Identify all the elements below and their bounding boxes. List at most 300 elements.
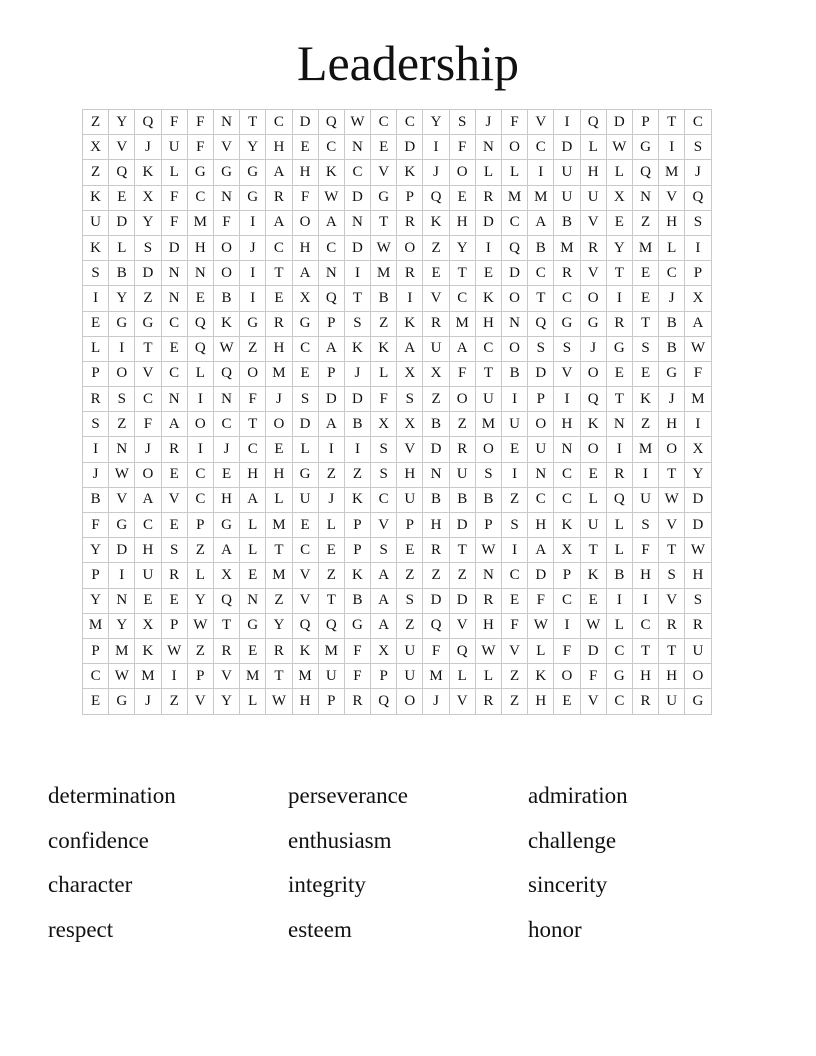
grid-cell: A xyxy=(318,336,344,361)
grid-cell: A xyxy=(318,412,344,437)
grid-cell: G xyxy=(554,311,580,336)
grid-cell: N xyxy=(161,286,187,311)
grid-row xyxy=(83,110,712,135)
grid-cell: Q xyxy=(187,311,213,336)
grid-cell: J xyxy=(344,361,370,386)
grid-cell: G xyxy=(685,689,711,714)
grid-cell: Q xyxy=(685,185,711,210)
grid-cell: O xyxy=(397,689,423,714)
grid-cell: P xyxy=(528,387,554,412)
grid-cell: R xyxy=(213,638,239,663)
grid-cell: G xyxy=(109,311,135,336)
grid-cell: X xyxy=(371,412,397,437)
grid-cell: K xyxy=(344,563,370,588)
grid-cell: B xyxy=(83,487,109,512)
grid-cell: W xyxy=(344,110,370,135)
grid-cell: N xyxy=(187,261,213,286)
grid-cell: J xyxy=(318,487,344,512)
grid-cell: X xyxy=(423,361,449,386)
grid-cell: N xyxy=(240,588,266,613)
word-list-item: challenge xyxy=(528,827,617,853)
grid-cell: O xyxy=(187,412,213,437)
grid-cell: G xyxy=(109,689,135,714)
grid-cell: Q xyxy=(528,311,554,336)
grid-cell: P xyxy=(187,664,213,689)
grid-cell: T xyxy=(606,261,632,286)
grid-cell: T xyxy=(606,387,632,412)
grid-cell: D xyxy=(502,261,528,286)
grid-cell: Q xyxy=(423,613,449,638)
grid-cell: J xyxy=(83,462,109,487)
grid-cell: L xyxy=(292,437,318,462)
grid-cell: L xyxy=(528,638,554,663)
grid-cell: E xyxy=(292,135,318,160)
grid-cell: V xyxy=(187,689,213,714)
grid-cell: N xyxy=(475,135,501,160)
grid-cell: C xyxy=(187,462,213,487)
grid-cell: S xyxy=(475,462,501,487)
grid-cell: P xyxy=(187,513,213,538)
grid-cell: C xyxy=(528,135,554,160)
grid-cell: C xyxy=(187,185,213,210)
grid-cell: Q xyxy=(502,235,528,260)
grid-cell: G xyxy=(240,185,266,210)
grid-cell: Z xyxy=(397,563,423,588)
grid-row xyxy=(83,336,712,361)
grid-cell: D xyxy=(109,210,135,235)
grid-cell: U xyxy=(632,487,658,512)
grid-cell: R xyxy=(554,261,580,286)
grid-cell: X xyxy=(292,286,318,311)
grid-cell: A xyxy=(528,538,554,563)
grid-cell: V xyxy=(423,286,449,311)
grid-cell: I xyxy=(502,387,528,412)
grid-cell: L xyxy=(606,613,632,638)
grid-cell: U xyxy=(423,336,449,361)
grid-cell: Q xyxy=(580,110,606,135)
grid-cell: S xyxy=(502,513,528,538)
grid-cell: Z xyxy=(187,638,213,663)
grid-cell: E xyxy=(318,538,344,563)
grid-cell: O xyxy=(580,437,606,462)
grid-cell: A xyxy=(685,311,711,336)
grid-cell: Z xyxy=(632,210,658,235)
grid-cell: F xyxy=(83,513,109,538)
grid-cell: L xyxy=(475,664,501,689)
grid-cell: L xyxy=(371,361,397,386)
grid-cell: C xyxy=(83,664,109,689)
grid-cell: R xyxy=(266,185,292,210)
grid-cell: K xyxy=(580,412,606,437)
grid-cell: L xyxy=(240,513,266,538)
grid-cell: E xyxy=(632,361,658,386)
grid-row xyxy=(83,286,712,311)
grid-row xyxy=(83,588,712,613)
grid-cell: X xyxy=(397,412,423,437)
grid-cell: E xyxy=(240,563,266,588)
grid-cell: C xyxy=(449,286,475,311)
grid-cell: K xyxy=(423,210,449,235)
grid-cell: Y xyxy=(213,689,239,714)
grid-cell: A xyxy=(240,487,266,512)
grid-row xyxy=(83,361,712,386)
grid-cell: E xyxy=(135,588,161,613)
grid-cell: Y xyxy=(135,210,161,235)
grid-cell: R xyxy=(344,689,370,714)
grid-cell: C xyxy=(292,538,318,563)
grid-row xyxy=(83,437,712,462)
grid-cell: S xyxy=(659,563,685,588)
grid-cell: U xyxy=(502,412,528,437)
grid-cell: L xyxy=(266,487,292,512)
grid-cell: I xyxy=(161,664,187,689)
grid-cell: Z xyxy=(344,462,370,487)
grid-cell: P xyxy=(83,361,109,386)
grid-cell: V xyxy=(502,638,528,663)
grid-cell: C xyxy=(632,613,658,638)
grid-cell: F xyxy=(240,387,266,412)
grid-cell: H xyxy=(266,462,292,487)
grid-cell: Z xyxy=(318,462,344,487)
grid-cell: U xyxy=(397,487,423,512)
grid-cell: T xyxy=(266,261,292,286)
grid-cell: F xyxy=(423,638,449,663)
grid-cell: X xyxy=(554,538,580,563)
grid-cell: L xyxy=(240,538,266,563)
grid-cell: L xyxy=(187,361,213,386)
grid-cell: L xyxy=(161,160,187,185)
grid-cell: N xyxy=(161,261,187,286)
grid-row xyxy=(83,538,712,563)
word-list-item: confidence xyxy=(48,827,149,853)
grid-cell: D xyxy=(344,235,370,260)
grid-cell: D xyxy=(292,110,318,135)
grid-cell: U xyxy=(161,135,187,160)
grid-cell: E xyxy=(240,638,266,663)
grid-cell: Q xyxy=(371,689,397,714)
grid-cell: R xyxy=(161,437,187,462)
grid-cell: T xyxy=(449,538,475,563)
grid-cell: E xyxy=(109,185,135,210)
grid-cell: H xyxy=(135,538,161,563)
grid-cell: H xyxy=(632,563,658,588)
grid-cell: F xyxy=(554,638,580,663)
grid-cell: G xyxy=(240,613,266,638)
grid-cell: X xyxy=(83,135,109,160)
grid-row xyxy=(83,185,712,210)
grid-cell: H xyxy=(187,235,213,260)
grid-cell: E xyxy=(213,462,239,487)
grid-cell: Z xyxy=(240,336,266,361)
grid-cell: P xyxy=(397,513,423,538)
grid-cell: S xyxy=(685,135,711,160)
grid-cell: O xyxy=(554,664,580,689)
grid-cell: A xyxy=(318,210,344,235)
grid-cell: U xyxy=(83,210,109,235)
grid-cell: F xyxy=(502,613,528,638)
grid-cell: C xyxy=(554,462,580,487)
grid-cell: D xyxy=(528,361,554,386)
grid-cell: Z xyxy=(502,689,528,714)
grid-cell: V xyxy=(528,110,554,135)
grid-row xyxy=(83,311,712,336)
grid-cell: O xyxy=(240,361,266,386)
grid-cell: J xyxy=(135,437,161,462)
grid-cell: E xyxy=(161,462,187,487)
grid-cell: Y xyxy=(83,538,109,563)
grid-cell: B xyxy=(659,336,685,361)
grid-cell: S xyxy=(632,513,658,538)
grid-cell: K xyxy=(528,664,554,689)
grid-cell: B xyxy=(213,286,239,311)
grid-cell: W xyxy=(475,638,501,663)
grid-cell: L xyxy=(475,160,501,185)
grid-cell: R xyxy=(449,437,475,462)
grid-cell: Y xyxy=(606,235,632,260)
grid-row xyxy=(83,135,712,160)
grid-cell: S xyxy=(685,210,711,235)
grid-cell: C xyxy=(161,311,187,336)
grid-cell: T xyxy=(632,638,658,663)
grid-cell: D xyxy=(161,235,187,260)
grid-cell: I xyxy=(397,286,423,311)
grid-cell: W xyxy=(187,613,213,638)
grid-cell: C xyxy=(397,110,423,135)
grid-cell: T xyxy=(449,261,475,286)
grid-cell: I xyxy=(240,210,266,235)
grid-cell: G xyxy=(292,311,318,336)
grid-cell: Y xyxy=(423,110,449,135)
grid-cell: U xyxy=(528,437,554,462)
grid-cell: C xyxy=(266,110,292,135)
grid-cell: Q xyxy=(318,286,344,311)
grid-cell: V xyxy=(449,613,475,638)
grid-cell: J xyxy=(580,336,606,361)
grid-cell: O xyxy=(659,437,685,462)
grid-cell: K xyxy=(135,160,161,185)
grid-cell: N xyxy=(502,311,528,336)
grid-cell: O xyxy=(502,286,528,311)
grid-cell: E xyxy=(266,437,292,462)
grid-cell: R xyxy=(266,311,292,336)
grid-cell: M xyxy=(449,311,475,336)
grid-cell: G xyxy=(292,462,318,487)
grid-cell: C xyxy=(606,689,632,714)
grid-row xyxy=(83,638,712,663)
grid-cell: B xyxy=(371,286,397,311)
grid-cell: D xyxy=(109,538,135,563)
grid-cell: C xyxy=(161,361,187,386)
grid-row xyxy=(83,689,712,714)
grid-row xyxy=(83,235,712,260)
word-list-item: character xyxy=(48,872,133,897)
grid-cell: Y xyxy=(187,588,213,613)
grid-cell: Z xyxy=(135,286,161,311)
grid-cell: V xyxy=(659,185,685,210)
grid-cell: E xyxy=(187,286,213,311)
grid-cell: G xyxy=(187,160,213,185)
grid-cell: H xyxy=(397,462,423,487)
grid-cell: G xyxy=(632,135,658,160)
grid-cell: O xyxy=(397,235,423,260)
grid-cell: Q xyxy=(109,160,135,185)
grid-cell: C xyxy=(318,135,344,160)
grid-cell: D xyxy=(475,210,501,235)
grid-cell: M xyxy=(266,513,292,538)
grid-cell: J xyxy=(423,160,449,185)
grid-cell: N xyxy=(213,387,239,412)
grid-cell: P xyxy=(371,664,397,689)
grid-cell: I xyxy=(606,588,632,613)
grid-cell: S xyxy=(292,387,318,412)
grid-cell: C xyxy=(187,487,213,512)
grid-cell: E xyxy=(83,689,109,714)
grid-cell: L xyxy=(580,487,606,512)
grid-cell: D xyxy=(685,487,711,512)
grid-cell: W xyxy=(659,487,685,512)
grid-cell: I xyxy=(475,235,501,260)
grid-cell: P xyxy=(161,613,187,638)
grid-cell: A xyxy=(449,336,475,361)
grid-cell: V xyxy=(580,689,606,714)
grid-cell: M xyxy=(318,638,344,663)
grid-cell: B xyxy=(344,412,370,437)
grid-cell: T xyxy=(240,412,266,437)
grid-cell: G xyxy=(213,513,239,538)
grid-cell: R xyxy=(475,588,501,613)
grid-cell: M xyxy=(659,160,685,185)
grid-cell: J xyxy=(240,235,266,260)
grid-cell: I xyxy=(109,336,135,361)
grid-cell: F xyxy=(632,538,658,563)
grid-cell: W xyxy=(109,664,135,689)
grid-cell: M xyxy=(685,387,711,412)
grid-cell: L xyxy=(502,160,528,185)
grid-cell: S xyxy=(554,336,580,361)
grid-cell: P xyxy=(554,563,580,588)
grid-cell: I xyxy=(344,261,370,286)
grid-cell: K xyxy=(83,235,109,260)
grid-cell: H xyxy=(213,487,239,512)
grid-cell: Z xyxy=(266,588,292,613)
grid-cell: B xyxy=(502,361,528,386)
grid-cell: O xyxy=(449,160,475,185)
grid-cell: N xyxy=(109,588,135,613)
grid-cell: U xyxy=(554,185,580,210)
grid-cell: N xyxy=(109,437,135,462)
grid-cell: Q xyxy=(318,613,344,638)
grid-cell: T xyxy=(659,462,685,487)
grid-cell: X xyxy=(606,185,632,210)
grid-cell: D xyxy=(344,387,370,412)
grid-cell: M xyxy=(266,361,292,386)
grid-cell: M xyxy=(109,638,135,663)
grid-cell: D xyxy=(423,437,449,462)
grid-cell: Q xyxy=(632,160,658,185)
grid-cell: C xyxy=(528,487,554,512)
grid-cell: Z xyxy=(161,689,187,714)
grid-cell: E xyxy=(475,261,501,286)
grid-cell: R xyxy=(266,638,292,663)
grid-cell: U xyxy=(659,689,685,714)
grid-cell: L xyxy=(240,689,266,714)
grid-cell: D xyxy=(554,135,580,160)
grid-cell: Q xyxy=(187,336,213,361)
grid-cell: F xyxy=(449,135,475,160)
grid-cell: J xyxy=(659,286,685,311)
grid-cell: Q xyxy=(292,613,318,638)
grid-cell: B xyxy=(554,210,580,235)
grid-cell: D xyxy=(423,588,449,613)
grid-cell: I xyxy=(187,387,213,412)
grid-cell: H xyxy=(266,135,292,160)
grid-cell: I xyxy=(554,110,580,135)
grid-cell: T xyxy=(580,538,606,563)
grid-cell: V xyxy=(659,513,685,538)
grid-cell: N xyxy=(318,261,344,286)
grid-cell: M xyxy=(83,613,109,638)
grid-cell: N xyxy=(213,110,239,135)
grid-cell: S xyxy=(161,538,187,563)
grid-cell: O xyxy=(685,664,711,689)
grid-cell: R xyxy=(83,387,109,412)
grid-cell: S xyxy=(135,235,161,260)
grid-cell: C xyxy=(371,487,397,512)
grid-cell: P xyxy=(685,261,711,286)
grid-cell: U xyxy=(580,513,606,538)
grid-cell: W xyxy=(371,235,397,260)
grid-cell: G xyxy=(240,311,266,336)
word-list xyxy=(48,780,768,958)
grid-cell: E xyxy=(161,513,187,538)
grid-cell: T xyxy=(266,538,292,563)
grid-cell: D xyxy=(580,638,606,663)
grid-cell: R xyxy=(397,210,423,235)
grid-cell: J xyxy=(685,160,711,185)
grid-cell: J xyxy=(423,689,449,714)
grid-cell: V xyxy=(371,160,397,185)
grid-cell: F xyxy=(344,638,370,663)
grid-cell: I xyxy=(187,437,213,462)
grid-cell: U xyxy=(580,185,606,210)
grid-cell: V xyxy=(213,664,239,689)
grid-cell: K xyxy=(135,638,161,663)
grid-cell: E xyxy=(554,689,580,714)
grid-cell: K xyxy=(213,311,239,336)
grid-cell: M xyxy=(554,235,580,260)
grid-cell: A xyxy=(161,412,187,437)
grid-cell: E xyxy=(161,588,187,613)
grid-cell: O xyxy=(109,361,135,386)
grid-cell: P xyxy=(344,513,370,538)
grid-cell: U xyxy=(554,160,580,185)
grid-cell: T xyxy=(266,664,292,689)
grid-cell: K xyxy=(371,336,397,361)
grid-cell: K xyxy=(554,513,580,538)
word-list-item: respect xyxy=(48,916,114,942)
grid-cell: J xyxy=(135,135,161,160)
grid-cell: I xyxy=(240,286,266,311)
grid-cell: V xyxy=(580,261,606,286)
grid-cell: V xyxy=(580,210,606,235)
grid-cell: S xyxy=(528,336,554,361)
grid-cell: Z xyxy=(423,235,449,260)
grid-cell: V xyxy=(135,361,161,386)
grid-cell: F xyxy=(344,664,370,689)
grid-cell: N xyxy=(161,387,187,412)
grid-cell: H xyxy=(475,613,501,638)
grid-cell: D xyxy=(606,110,632,135)
